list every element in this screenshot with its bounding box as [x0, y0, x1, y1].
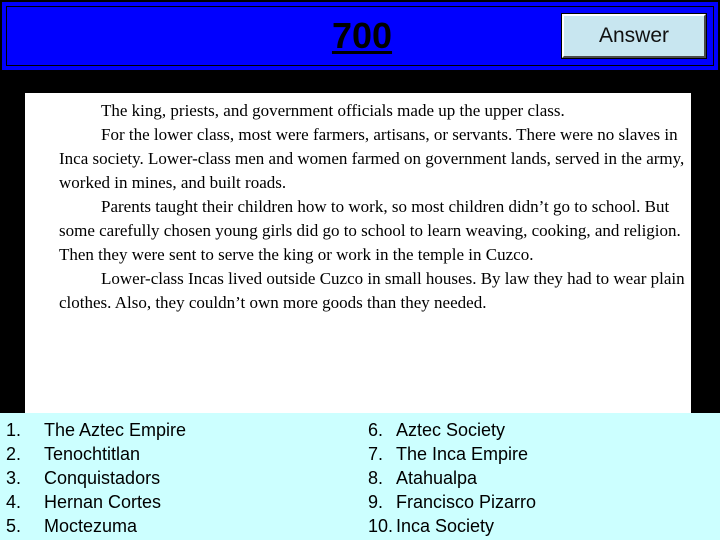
passage-paragraph: The king, priests, and government officials made up the upper class.: [101, 101, 565, 120]
answer-button[interactable]: Answer: [562, 14, 706, 58]
choice-label: Francisco Pizarro: [396, 492, 537, 512]
choice-number: 10.: [368, 516, 394, 536]
choice-item: [368, 514, 536, 538]
point-value-title: 700: [331, 15, 393, 56]
passage-paragraph: Lower-class Incas lived outside Cuzco in small houses. By law they had to wear plain clothes. Also, they couldn’t own more goods than they needed.: [59, 269, 685, 312]
choice-item: [6, 514, 186, 538]
choice-column-right: [368, 418, 536, 538]
choice-item: [368, 466, 536, 490]
choice-number: 8.: [368, 468, 384, 488]
choice-item: [368, 442, 536, 466]
choice-number: 3.: [6, 468, 22, 488]
choice-item: [6, 442, 186, 466]
choice-item: [6, 418, 186, 442]
choice-column-left: [6, 418, 186, 538]
choice-item: [6, 466, 186, 490]
choice-number: 5.: [6, 516, 22, 536]
choice-number: 6.: [368, 420, 384, 440]
choice-label: Conquistadors: [44, 468, 161, 488]
choice-label: The Aztec Empire: [44, 420, 187, 440]
choice-number: 4.: [6, 492, 22, 512]
choice-list-panel: [0, 413, 720, 540]
choice-item: [368, 490, 536, 514]
choice-number: 2.: [6, 444, 22, 464]
choice-label: Aztec Society: [396, 420, 506, 440]
choice-label: The Inca Empire: [396, 444, 529, 464]
choice-label: Hernan Cortes: [44, 492, 162, 512]
choice-number: 7.: [368, 444, 384, 464]
choice-item: [6, 490, 186, 514]
choice-label: Atahualpa: [396, 468, 478, 488]
choice-label: Tenochtitlan: [44, 444, 141, 464]
choice-label: Moctezuma: [44, 516, 138, 536]
choice-label: Inca Society: [396, 516, 495, 536]
choice-item: [368, 418, 536, 442]
choice-number: 1.: [6, 420, 22, 440]
reading-passage: [25, 93, 691, 413]
passage-paragraph: For the lower class, most were farmers, artisans, or servants. There were no slaves in Inca society. Lower-class men and women farmed on government lands, served in the army, worked in mines, and built roads.: [59, 125, 685, 192]
header-bar: [0, 0, 720, 72]
choice-number: 9.: [368, 492, 384, 512]
passage-paragraph: Parents taught their children how to work, so most children didn’t go to school. But some carefully chosen young girls did go to school to learn weaving, cooking, and religion. Then they were sent to serve the king or work in the temple in Cuzco.: [59, 197, 681, 264]
